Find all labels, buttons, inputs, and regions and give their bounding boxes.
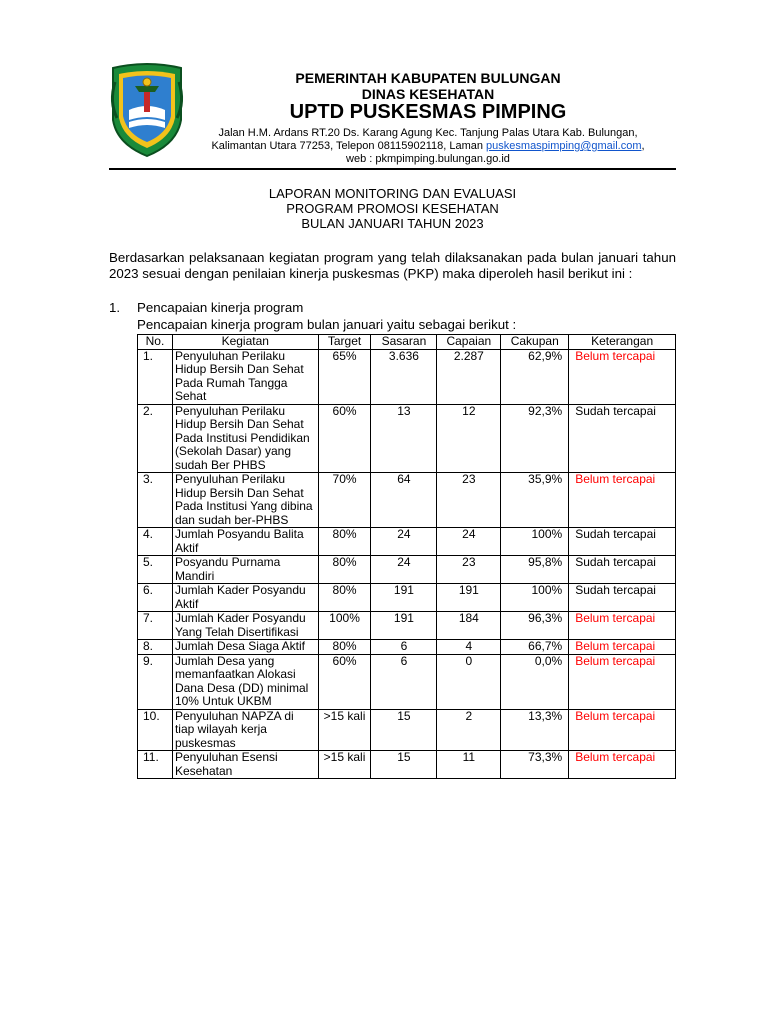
sasaran-cell: 64 (371, 473, 437, 528)
status-cell: Sudah tercapai (569, 556, 676, 584)
target-cell: >15 kali (318, 709, 371, 751)
table-row (138, 612, 676, 640)
cakupan-cell: 92,3% (501, 404, 569, 473)
section-title: Pencapaian kinerja program (137, 300, 304, 315)
column-header: Kegiatan (172, 335, 318, 350)
row-number: 3. (138, 473, 173, 528)
header-government: PEMERINTAH KABUPATEN BULUNGAN (295, 70, 561, 86)
column-header: Cakupan (501, 335, 569, 350)
cakupan-cell: 66,7% (501, 640, 569, 655)
target-cell: 80% (318, 528, 371, 556)
status-cell: Belum tercapai (569, 751, 676, 779)
table-row (138, 751, 676, 779)
target-cell: 70% (318, 473, 371, 528)
capaian-cell: 23 (437, 473, 501, 528)
sasaran-cell: 24 (371, 528, 437, 556)
row-number: 7. (138, 612, 173, 640)
cakupan-cell: 96,3% (501, 612, 569, 640)
capaian-cell: 184 (437, 612, 501, 640)
sasaran-cell: 24 (371, 556, 437, 584)
cakupan-cell: 13,3% (501, 709, 569, 751)
table-row (138, 640, 676, 655)
table-row (138, 709, 676, 751)
column-header: No. (138, 335, 173, 350)
activity-cell: Jumlah Desa yang memanfaatkan Alokasi Dana Desa (DD) minimal 10% Untuk UKBM (172, 654, 318, 709)
activity-cell: Posyandu Purnama Mandiri (172, 556, 318, 584)
table-row (138, 473, 676, 528)
target-cell: 80% (318, 584, 371, 612)
status-cell: Belum tercapai (569, 612, 676, 640)
table-row (138, 349, 676, 404)
capaian-cell: 2.287 (437, 349, 501, 404)
address-line-1: Jalan H.M. Ardans RT.20 Ds. Karang Agung Kec. Tanjung Palas Utara Kab. Bulungan, (218, 127, 638, 139)
target-cell: 60% (318, 654, 371, 709)
column-header: Keterangan (569, 335, 676, 350)
sasaran-cell: 6 (371, 640, 437, 655)
address-comma: , (641, 140, 645, 152)
sasaran-cell: 13 (371, 404, 437, 473)
column-header: Target (318, 335, 371, 350)
sasaran-cell: 15 (371, 709, 437, 751)
row-number: 4. (138, 528, 173, 556)
status-cell: Sudah tercapai (569, 528, 676, 556)
cakupan-cell: 100% (501, 584, 569, 612)
capaian-cell: 12 (437, 404, 501, 473)
target-cell: 65% (318, 349, 371, 404)
target-cell: >15 kali (318, 751, 371, 779)
capaian-cell: 11 (437, 751, 501, 779)
table-header-row (138, 335, 676, 350)
status-cell: Belum tercapai (569, 640, 676, 655)
report-title-2: PROGRAM PROMOSI KESEHATAN (286, 201, 499, 216)
row-number: 1. (138, 349, 173, 404)
cakupan-cell: 0,0% (501, 654, 569, 709)
sasaran-cell: 3.636 (371, 349, 437, 404)
performance-table (137, 334, 676, 779)
column-header: Sasaran (371, 335, 437, 350)
row-number: 11. (138, 751, 173, 779)
status-cell: Belum tercapai (569, 349, 676, 404)
table-row (138, 584, 676, 612)
row-number: 8. (138, 640, 173, 655)
cakupan-cell: 95,8% (501, 556, 569, 584)
sasaran-cell: 191 (371, 584, 437, 612)
activity-cell: Jumlah Desa Siaga Aktif (172, 640, 318, 655)
table-row (138, 404, 676, 473)
section-heading (109, 300, 303, 315)
sasaran-cell: 6 (371, 654, 437, 709)
letterhead-divider (109, 168, 676, 170)
activity-cell: Jumlah Kader Posyandu Yang Telah Disertifikasi (172, 612, 318, 640)
header-institution: UPTD PUSKESMAS PIMPING (289, 101, 567, 123)
table-body (138, 349, 676, 779)
status-cell: Belum tercapai (569, 473, 676, 528)
section-number: 1. (109, 300, 121, 315)
row-number: 10. (138, 709, 173, 751)
capaian-cell: 24 (437, 528, 501, 556)
target-cell: 80% (318, 556, 371, 584)
section-subheading: Pencapaian kinerja program bulan januari yaitu sebagai berikut : (137, 317, 517, 332)
activity-cell: Penyuluhan Perilaku Hidup Bersih Dan Sehat Pada Institusi Yang dibina dan sudah ber-PHBS (172, 473, 318, 528)
capaian-cell: 2 (437, 709, 501, 751)
table-row (138, 556, 676, 584)
status-cell: Belum tercapai (569, 654, 676, 709)
activity-cell: Penyuluhan Perilaku Hidup Bersih Dan Sehat Pada Rumah Tangga Sehat (172, 349, 318, 404)
cakupan-cell: 62,9% (501, 349, 569, 404)
cakupan-cell: 35,9% (501, 473, 569, 528)
web-address: web : pkmpimping.bulungan.go.id (346, 153, 510, 165)
header-address (196, 127, 660, 166)
target-cell: 80% (318, 640, 371, 655)
activity-cell: Jumlah Posyandu Balita Aktif (172, 528, 318, 556)
status-cell: Sudah tercapai (569, 584, 676, 612)
capaian-cell: 0 (437, 654, 501, 709)
activity-cell: Penyuluhan Perilaku Hidup Bersih Dan Sehat Pada Institusi Pendidikan (Sekolah Dasar) yang sudah Ber PHBS (172, 404, 318, 473)
row-number: 2. (138, 404, 173, 473)
activity-cell: Jumlah Kader Posyandu Aktif (172, 584, 318, 612)
sasaran-cell: 15 (371, 751, 437, 779)
activity-cell: Penyuluhan Esensi Kesehatan (172, 751, 318, 779)
status-cell: Sudah tercapai (569, 404, 676, 473)
sasaran-cell: 191 (371, 612, 437, 640)
row-number: 9. (138, 654, 173, 709)
report-title-3: BULAN JANUARI TAHUN 2023 (301, 216, 484, 231)
address-line-2-text: Kalimantan Utara 77253, Telepon 08115902118, Laman (211, 140, 487, 152)
email-link[interactable]: puskesmaspimping@gmail.com (486, 140, 642, 152)
header-department: DINAS KESEHATAN (361, 86, 495, 102)
report-title-1: LAPORAN MONITORING DAN EVALUASI (268, 186, 517, 201)
row-number: 5. (138, 556, 173, 584)
table-row (138, 654, 676, 709)
address-line-2 (196, 140, 660, 153)
status-cell: Belum tercapai (569, 709, 676, 751)
capaian-cell: 23 (437, 556, 501, 584)
column-header: Capaian (437, 335, 501, 350)
row-number: 6. (138, 584, 173, 612)
table-row (138, 528, 676, 556)
activity-cell: Penyuluhan NAPZA di tiap wilayah kerja puskesmas (172, 709, 318, 751)
target-cell: 60% (318, 404, 371, 473)
kabupaten-bulungan-coat-of-arms-icon (107, 62, 187, 158)
capaian-cell: 4 (437, 640, 501, 655)
target-cell: 100% (318, 612, 371, 640)
intro-paragraph: Berdasarkan pelaksanaan kegiatan program yang telah dilaksanakan pada bulan januari tahun 2023 sesuai dengan penilaian kinerja puskesmas (PKP) maka diperoleh hasil berikut ini : (109, 250, 676, 281)
capaian-cell: 191 (437, 584, 501, 612)
cakupan-cell: 100% (501, 528, 569, 556)
cakupan-cell: 73,3% (501, 751, 569, 779)
